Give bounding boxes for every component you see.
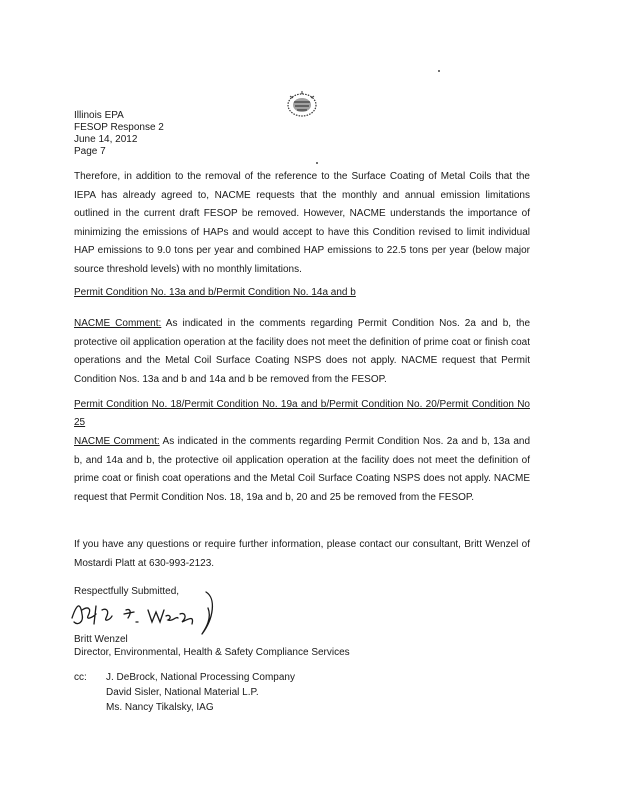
comment-label: NACME Comment: — [74, 318, 162, 329]
header-date: June 14, 2012 — [74, 134, 138, 145]
cc-recipient: J. DeBrock, National Processing Company — [106, 672, 295, 683]
signer-title: Director, Environmental, Health & Safety Compliance Services — [74, 647, 350, 658]
heading-permit-condition-13-14: Permit Condition No. 13a and b/Permit Condition No. 14a and b — [74, 287, 356, 298]
letter-header — [74, 110, 164, 158]
cc-recipient: Ms. Nancy Tikalsky, IAG — [106, 702, 214, 713]
paragraph-contact-consultant: If you have any questions or require further information, please contact our consultant, Britt Wenzel of Mostardi Platt at 630-993-2123. — [74, 539, 530, 569]
signer-name: Britt Wenzel — [74, 634, 128, 645]
cc-recipient: David Sisler, National Material L.P. — [106, 687, 259, 698]
cc-label: cc: — [74, 672, 87, 683]
paragraph-nacme-comment-13-14 — [74, 315, 530, 389]
heading-permit-condition-18-25: Permit Condition No. 18/Permit Condition No. 19a and b/Permit Condition No. 20/Permit Condition No 25 — [74, 399, 530, 428]
comment-text: As indicated in the comments regarding Permit Condition Nos. 2a and b, 13a and b, and 14a and b, the protective oil application operation at the facility does not meet the definition of prime coat or finish coat operations and the Metal Coil Surface Coating NSPS does not apply. NACME request that Permit Condition Nos. 18, 19a and b, 20 and 25 be removed from the FESOP. — [74, 436, 531, 503]
cc-recipient-list — [106, 670, 295, 715]
signer-block — [74, 633, 350, 659]
closing-salutation: Respectfully Submitted, — [74, 586, 180, 597]
comment-text: As indicated in the comments regarding Permit Condition Nos. 2a and b, the protective oil application operation at the facility does not meet the definition of prime coat or finish coat operations and the Metal Coil Surface Coating NSPS does not apply. NACME request that Permit Condition Nos. 13a and b and 14a and b be removed from the FESOP. — [74, 318, 531, 385]
scan-speck — [316, 162, 318, 164]
comment-label: NACME Comment: — [74, 436, 160, 447]
paragraph-hap-limitations: Therefore, in addition to the removal of the reference to the Surface Coating of Metal Coils that the IEPA has already agreed to, NACME requests that the monthly and annual emission limitations outlined in the current draft FESOP be removed. However, NACME understands the importance of minimizing the emissions of HAPs and would accept to have this Condition revised to limit individual HAP emissions to 9.0 tons per year and combined HAP emissions to 22.5 tons per year (below major source threshold levels) with no monthly limitations. — [74, 171, 530, 275]
header-page-number: Page 7 — [74, 146, 106, 157]
header-subject: FESOP Response 2 — [74, 122, 164, 133]
scan-speck — [438, 70, 440, 72]
handwritten-signature — [66, 588, 226, 638]
paragraph-nacme-comment-18-25 — [74, 433, 530, 507]
header-recipient: Illinois EPA — [74, 110, 124, 121]
recycled-paper-seal-icon — [282, 88, 322, 122]
